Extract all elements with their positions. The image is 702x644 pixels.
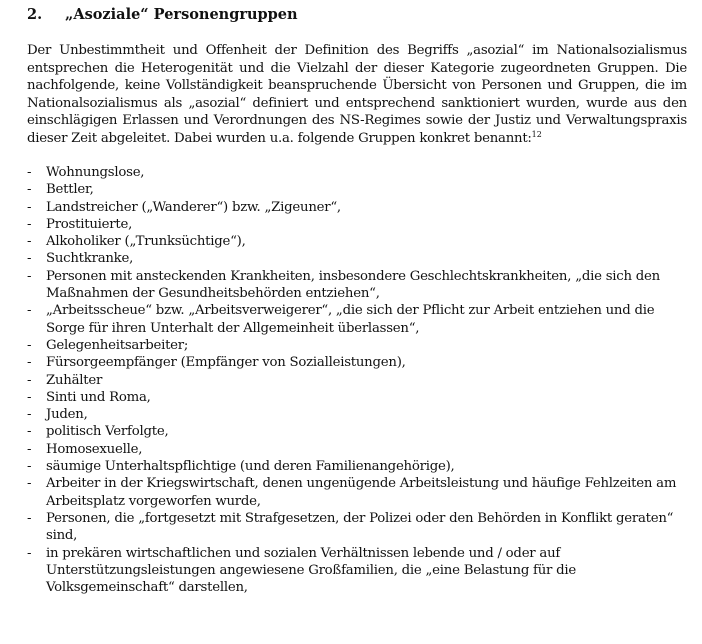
list-item-text: Sinti und Roma, bbox=[46, 389, 151, 405]
list-bullet: - bbox=[27, 389, 32, 405]
list-item-text: Wohnungslose, bbox=[46, 165, 145, 180]
list-bullet: - bbox=[27, 199, 32, 215]
list-item-text: Suchtkranke, bbox=[46, 251, 134, 267]
group-list bbox=[27, 164, 687, 596]
document-page bbox=[27, 5, 687, 596]
list-item bbox=[27, 475, 687, 510]
list-item-text: Zuhälter bbox=[46, 372, 103, 388]
list-item bbox=[27, 337, 687, 354]
list-bullet: - bbox=[27, 441, 32, 457]
intro-text: Der Unbestimmtheit und Offenheit der Definition des Begriffs „asozial“ im Nationalsozialismus entsprechen die Heterogenität und die Vielzahl der dieser Kategorie zugeordneten Gruppen. Die nachfolgende, keine Vollständigkeit beanspruchende Übersicht von Personen und Gruppen, die im Nationalsozialismus als „asozial“ definiert und entsprechend sanktioniert wurden, wurde aus den einschlägigen Erlassen und Verordnungen des NS-Regimes sowie der Justiz und Verwaltungspraxis dieser Zeit abgeleitet. Dabei wurden u.a. folgende Gruppen konkret benannt: bbox=[27, 43, 687, 146]
list-bullet: - bbox=[27, 234, 32, 250]
list-bullet: - bbox=[27, 355, 32, 371]
list-bullet: - bbox=[27, 337, 32, 353]
list-bullet: - bbox=[27, 510, 32, 526]
list-item-text: Fürsorgeempfänger (Empfänger von Sozialleistungen), bbox=[46, 355, 406, 371]
list-item-text: Alkoholiker („Trunksüchtige“), bbox=[46, 234, 246, 250]
section-heading bbox=[27, 5, 687, 25]
list-item-text: Personen mit ansteckenden Krankheiten, insbesondere Geschlechtskrankheiten, „die sich den Maßnahmen der Gesundheitsbehörden entziehen“, bbox=[46, 268, 660, 302]
list-item bbox=[27, 423, 687, 440]
list-bullet: - bbox=[27, 165, 32, 180]
list-bullet: - bbox=[27, 216, 32, 232]
list-bullet: - bbox=[27, 372, 32, 388]
list-bullet: - bbox=[27, 182, 32, 198]
list-item bbox=[27, 302, 687, 337]
list-item bbox=[27, 441, 687, 458]
list-bullet: - bbox=[27, 424, 32, 440]
list-bullet: - bbox=[27, 459, 32, 475]
list-item bbox=[27, 233, 687, 250]
list-bullet: - bbox=[27, 268, 32, 284]
list-item bbox=[27, 545, 687, 597]
list-item bbox=[27, 199, 687, 216]
list-item bbox=[27, 510, 687, 545]
list-bullet: - bbox=[27, 303, 32, 319]
list-item bbox=[27, 458, 687, 475]
list-item bbox=[27, 164, 687, 181]
list-item bbox=[27, 389, 687, 406]
list-item-text: Bettler, bbox=[46, 182, 94, 198]
list-item-text: säumige Unterhaltspflichtige (und deren Familienangehörige), bbox=[46, 459, 455, 475]
list-item bbox=[27, 406, 687, 423]
list-item-text: Gelegenheitsarbeiter; bbox=[46, 337, 189, 353]
list-item-text: Homosexuelle, bbox=[46, 441, 143, 457]
list-item bbox=[27, 354, 687, 371]
list-item-text: Landstreicher („Wanderer“) bzw. „Zigeuner“, bbox=[46, 199, 341, 215]
list-bullet: - bbox=[27, 251, 32, 267]
list-item-text: Personen, die „fortgesetzt mit Strafgesetzen, der Polizei oder den Behörden in Konflikt geraten“ sind, bbox=[46, 510, 674, 544]
list-item-text: politisch Verfolgte, bbox=[46, 424, 169, 440]
list-bullet: - bbox=[27, 545, 32, 561]
section-title: „Asoziale“ Personengruppen bbox=[65, 6, 298, 23]
list-item bbox=[27, 250, 687, 267]
list-bullet: - bbox=[27, 407, 32, 423]
list-item bbox=[27, 181, 687, 198]
list-item bbox=[27, 372, 687, 389]
list-item-text: Juden, bbox=[46, 407, 88, 423]
list-item bbox=[27, 216, 687, 233]
list-item-text: „Arbeitsscheue“ bzw. „Arbeitsverweigerer“, „die sich der Pflicht zur Arbeit entziehen und die Sorge für ihren Unterhalt der Allgemeinheit überlassen“, bbox=[46, 303, 655, 336]
intro-paragraph bbox=[27, 42, 687, 147]
list-item bbox=[27, 268, 687, 303]
list-item-text: Arbeiter in der Kriegswirtschaft, denen ungenügende Arbeitsleistung und häufige Fehlzeiten am Arbeitsplatz vorgeworfen wurde, bbox=[46, 476, 677, 509]
footnote-marker[interactable]: 12 bbox=[531, 129, 542, 139]
section-number: 2. bbox=[27, 6, 43, 23]
list-item-text: in prekären wirtschaftlichen und sozialen Verhältnissen lebende und / oder auf Unterstützungsleistungen angewiesene Großfamilien, die „eine Belastung für die Volksgemeinschaft“ darstellen, bbox=[46, 545, 577, 596]
list-bullet: - bbox=[27, 476, 32, 492]
list-item-text: Prostituierte, bbox=[46, 216, 133, 232]
